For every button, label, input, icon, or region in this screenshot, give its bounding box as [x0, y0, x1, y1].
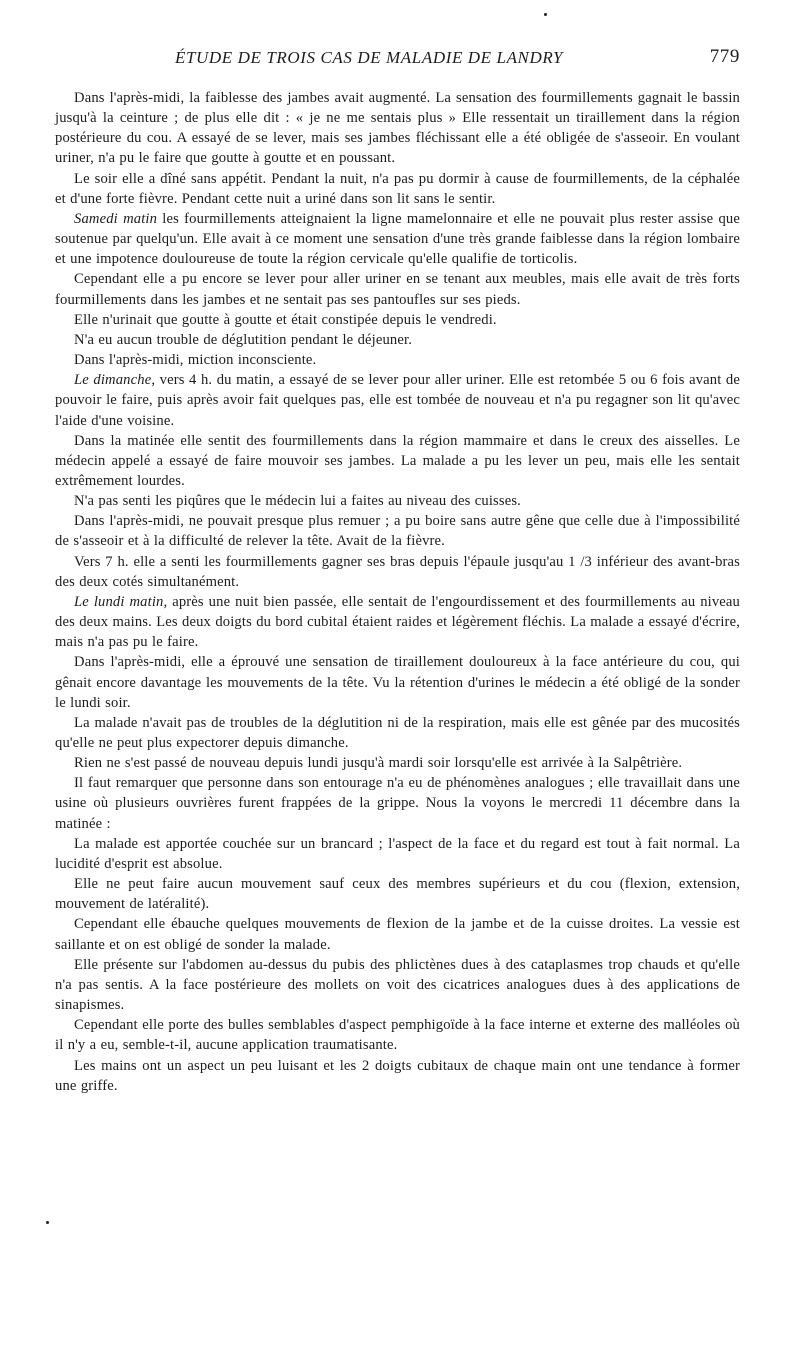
paragraph-text: Dans l'après-midi, elle a éprouvé une sensation de tiraillement douloureux à la face antérieure du cou, qui gênait encore davantage les mouvements de la tête. Vu la rétention d'urines le médecin a été obligé de la sonder le lundi soir. — [55, 654, 740, 711]
paragraph — [55, 169, 740, 209]
paragraph — [55, 431, 740, 491]
paragraph — [55, 914, 740, 954]
paragraph-text: Le soir elle a dîné sans appétit. Pendant la nuit, n'a pas pu dormir à cause de fourmillements, de la céphalée et d'une forte fièvre. Pendant cette nuit a uriné dans son lit sans le sentir. — [55, 170, 740, 207]
paragraph-text: après une nuit bien passée, elle sentait de l'engourdissement et des fourmillements au niveau des deux mains. Les deux doigts du bord cubital étaient raides et légèrement fléchis. La malade a essayé d'écrire, mais n'a pas pu le faire. — [55, 593, 741, 651]
paragraph-text: Dans l'après-midi, ne pouvait presque plus remuer ; a pu boire sans autre gêne que celle due à l'impossibilité de s'asseoir et à la difficulté de relever la tête. Avait de la fièvre. — [55, 513, 740, 550]
page-number: 779 — [709, 46, 740, 67]
paragraph-text: les fourmillements atteignaient la ligne mamelonnaire et elle ne pouvait plus rester assise que soutenue par quelqu'un. Elle avait à ce moment une sensation d'une très grande faiblesse dans la région lombaire et une impotence douloureuse de toute la région cervicale qu'elle qualifie de torticolis. — [55, 210, 740, 268]
paragraph-text: Dans l'après-midi, miction inconsciente. — [74, 352, 317, 369]
paragraph — [55, 834, 740, 874]
paragraph-text: La malade n'avait pas de troubles de la déglutition ni de la respiration, mais elle est gênée par des mucosités qu'elle ne peut plus expectorer depuis dimanche. — [55, 714, 740, 751]
paragraph — [55, 370, 740, 430]
paragraph-lead: Samedi matin — [74, 210, 158, 227]
paragraph — [55, 874, 740, 914]
document-page — [55, 46, 740, 1096]
paragraph-text: Dans l'après-midi, la faiblesse des jambes avait augmenté. La sensation des fourmillements gagnait le bassin jusqu'à la ceinture ; de plus elle dit : « je ne me sentais plus » Elle ressentait un tiraillement dans la région postérieure du cou. A essayé de se lever, mais ses jambes fléchissant elle a été obligée de s'asseoir. En voulant uriner, n'a pu le faire que goutte à goutte et en poussant. — [55, 90, 740, 167]
paragraph-text: Dans la matinée elle sentit des fourmillements dans la région mammaire et dans le creux des aisselles. Le médecin appelé a essayé de faire mouvoir ses jambes. La malade a pu les lever un peu, mais elle les sentait extrêmement lourdes. — [55, 432, 740, 489]
body-text — [55, 88, 740, 1096]
paragraph — [55, 955, 740, 1015]
print-speck — [46, 1221, 49, 1224]
paragraph-text: Elle présente sur l'abdomen au-dessus du pubis des phlictènes dues à des cataplasmes trop chauds et qu'elle n'a pas sentis. A la face postérieure des mollets on voit des cicatrices analogues dues à des applications de sinapismes. — [55, 956, 740, 1014]
paragraph-lead: Le lundi matin, — [74, 593, 168, 610]
paragraph-text: Elle ne peut faire aucun mouvement sauf ceux des membres supérieurs et du cou (flexion, extension, mouvement de latéralité). — [55, 876, 740, 913]
paragraph-text: N'a eu aucun trouble de déglutition pendant le déjeuner. — [74, 331, 413, 348]
paragraph-text: La malade est apportée couchée sur un brancard ; l'aspect de la face et du regard est tout à fait normal. La lucidité d'esprit est absolue. — [55, 835, 740, 872]
paragraph — [55, 713, 740, 753]
paragraph — [55, 491, 740, 511]
print-speck — [544, 13, 547, 16]
paragraph — [55, 592, 740, 652]
paragraph — [55, 652, 740, 712]
paragraph — [55, 350, 740, 370]
page-header — [55, 46, 740, 74]
paragraph-text: N'a pas senti les piqûres que le médecin lui a faites au niveau des cuisses. — [74, 493, 521, 510]
paragraph-text: Cependant elle a pu encore se lever pour aller uriner en se tenant aux meubles, mais elle avait de très forts fourmillements dans les jambes et ne sentait pas ses pantoufles sur ses pieds. — [55, 271, 740, 308]
paragraph — [55, 269, 740, 309]
paragraph-text: vers 4 h. du matin, a essayé de se lever pour aller uriner. Elle est retombée 5 ou 6 fois avant de pouvoir le faire, puis après avoir fait quelques pas, elle est tombée de nouveau et n'a pu regagner son lit qu'avec l'aide d'une voisine. — [55, 372, 740, 429]
paragraph — [55, 511, 740, 551]
running-title: ÉTUDE DE TROIS CAS DE MALADIE DE LANDRY — [175, 48, 564, 67]
paragraph-text: Cependant elle porte des bulles semblables d'aspect pemphigoïde à la face interne et externe des malléoles où il n'y a eu, semble-t-il, aucune application traumatisante. — [55, 1017, 740, 1054]
paragraph-text: Les mains ont un aspect un peu luisant et les 2 doigts cubitaux de chaque main ont une tendance à former une griffe. — [55, 1057, 740, 1094]
paragraph-lead: Le dimanche, — [74, 372, 156, 389]
paragraph — [55, 310, 740, 330]
paragraph — [55, 1056, 740, 1096]
paragraph — [55, 753, 740, 773]
paragraph — [55, 1015, 740, 1055]
paragraph-text: Rien ne s'est passé de nouveau depuis lundi jusqu'à mardi soir lorsqu'elle est arrivée à la Salpêtrière. — [74, 755, 683, 772]
paragraph-text: Cependant elle ébauche quelques mouvements de flexion de la jambe et de la cuisse droites. La vessie est saillante et on est obligé de sonder la malade. — [55, 916, 740, 953]
paragraph — [55, 209, 740, 269]
paragraph — [55, 773, 740, 833]
paragraph-text: Elle n'urinait que goutte à goutte et était constipée depuis le vendredi. — [74, 311, 497, 328]
paragraph — [55, 552, 740, 592]
paragraph — [55, 88, 740, 169]
paragraph — [55, 330, 740, 350]
paragraph-text: Vers 7 h. elle a senti les fourmillements gagner ses bras depuis l'épaule jusqu'au 1 /3 inférieur des avant-bras des deux cotés simultanément. — [55, 553, 740, 590]
paragraph-text: Il faut remarquer que personne dans son entourage n'a eu de phénomènes analogues ; elle travaillait dans une usine où plusieurs ouvrières furent frappées de la grippe. Nous la voyons le mercredi 11 décembre dans la matinée : — [55, 775, 740, 832]
